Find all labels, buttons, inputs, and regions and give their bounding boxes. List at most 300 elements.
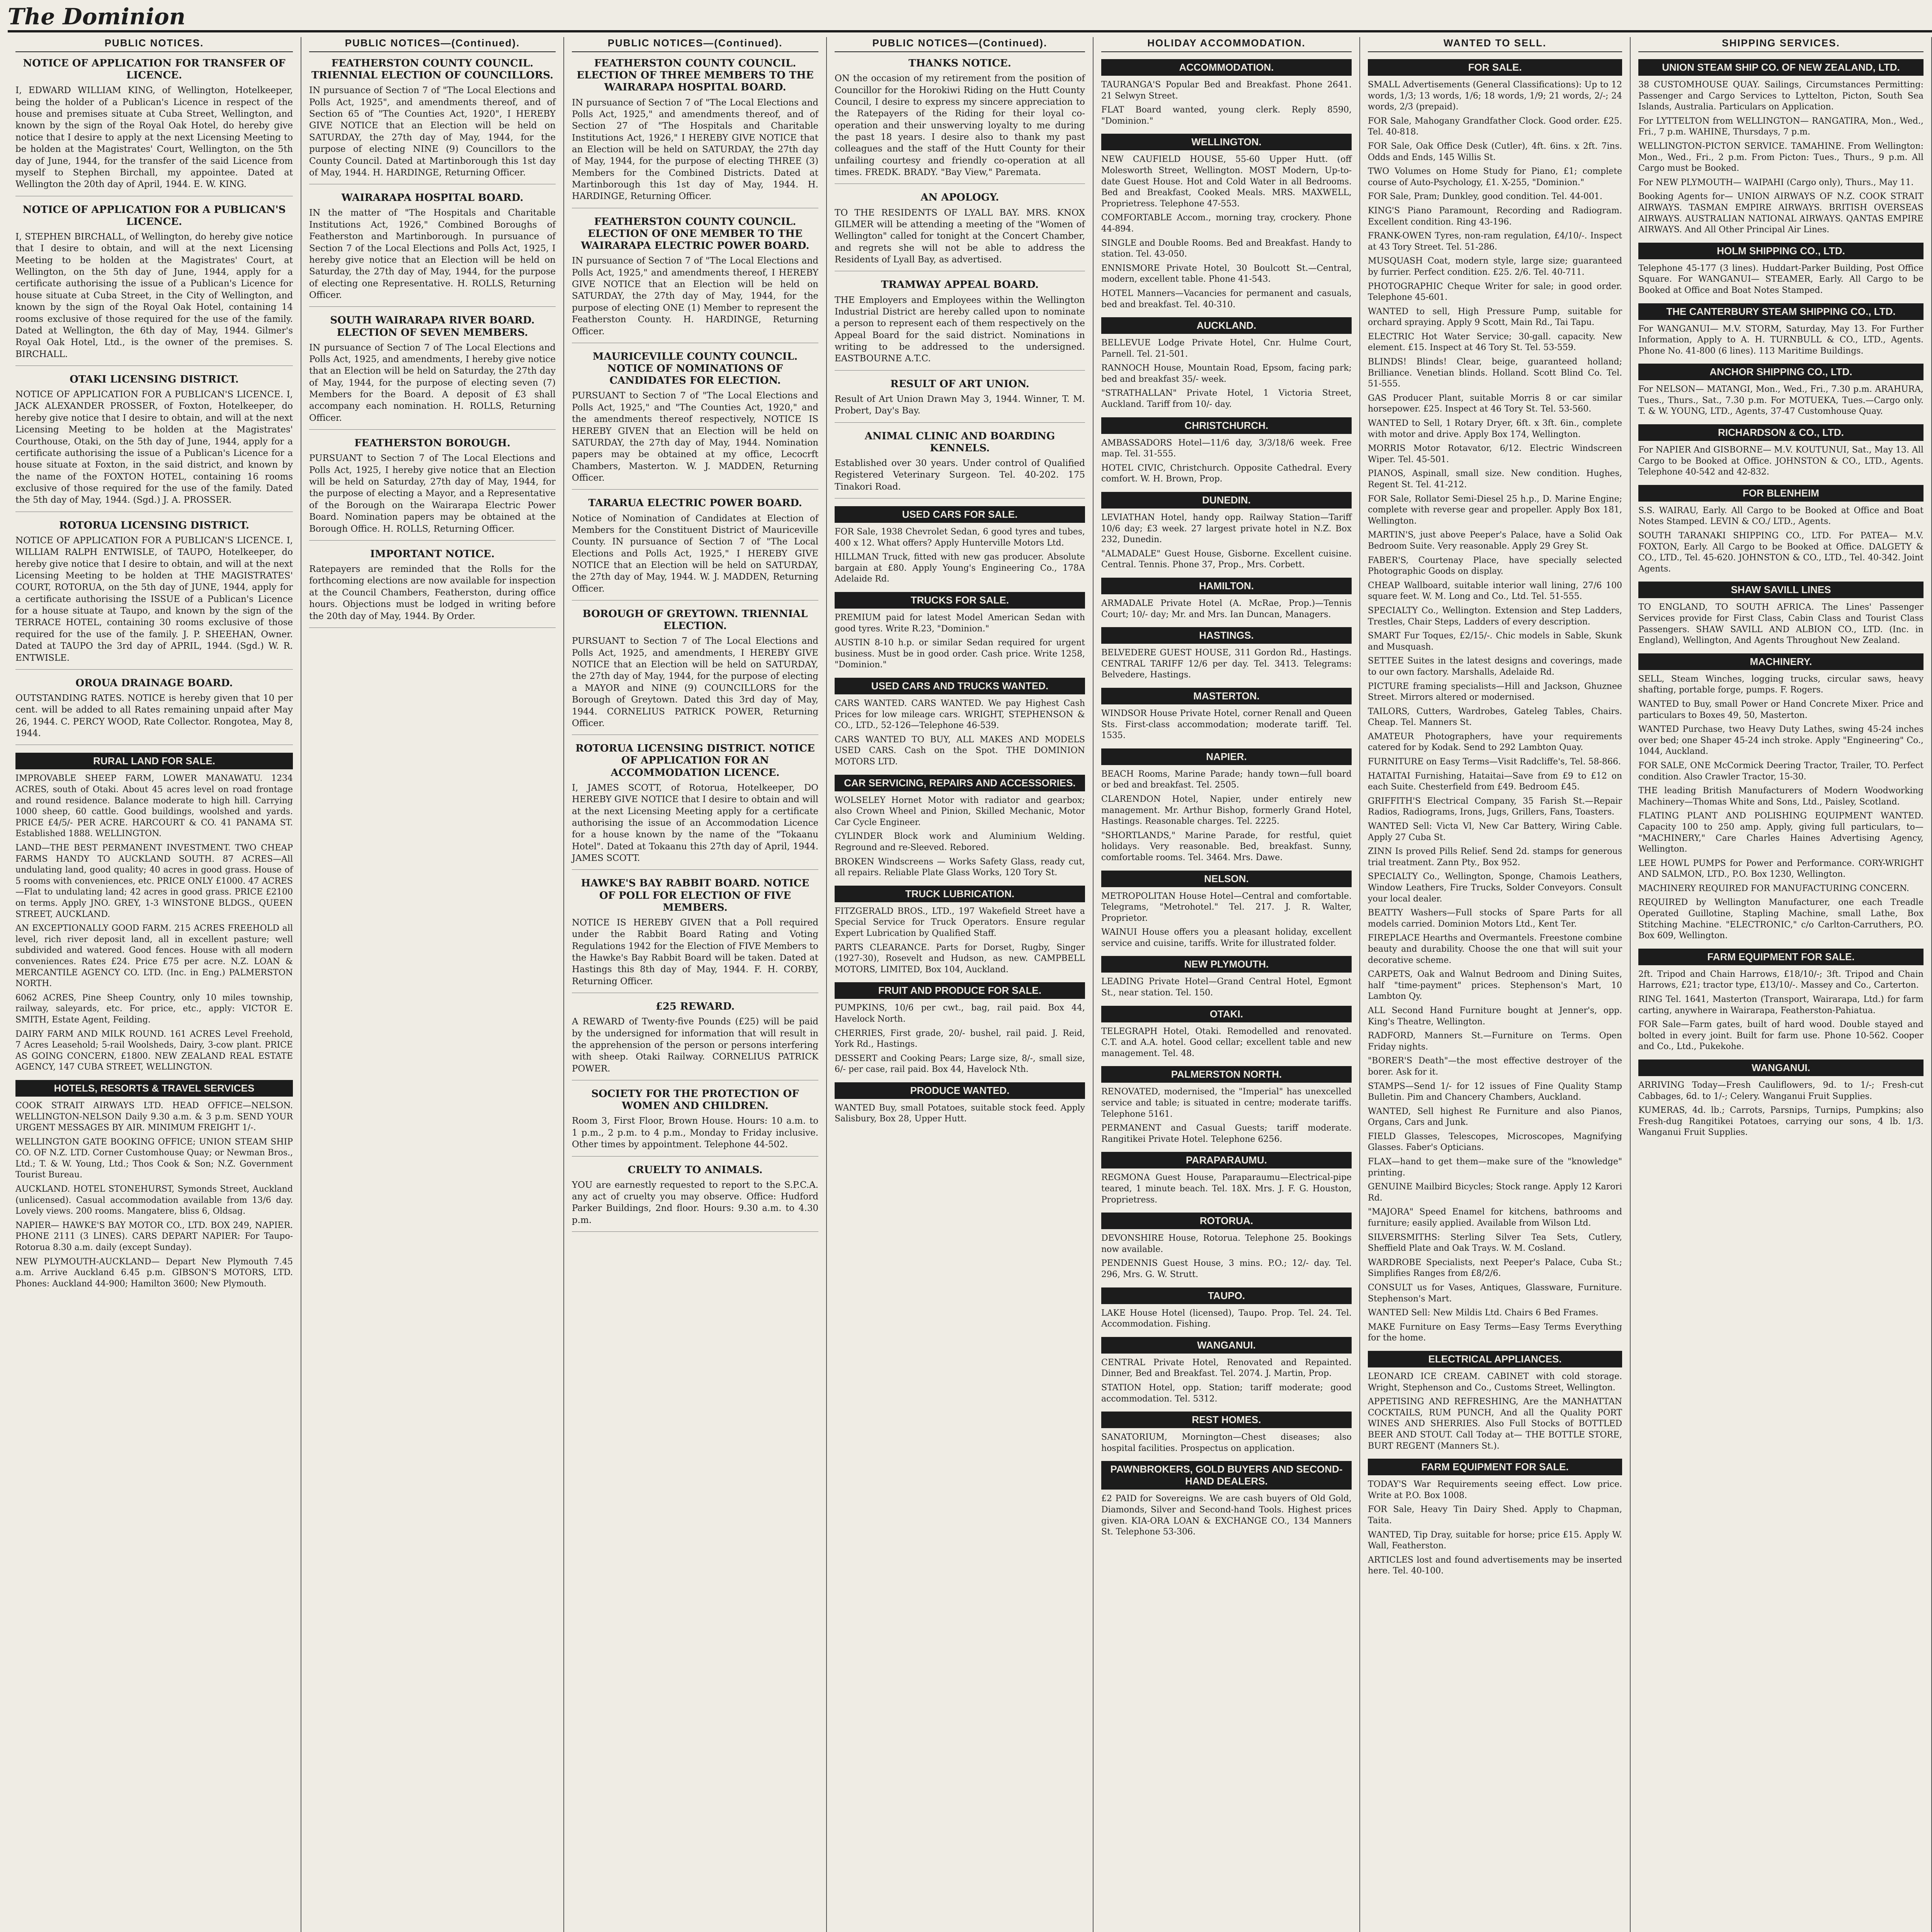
section-heading: PARAPARAUMU. [1101,1152,1352,1168]
newspaper-title: The Dominion [8,3,185,30]
classified-listing: ARRIVING Today—Fresh Cauliflowers, 9d. to 1/-; Fresh-cut Cabbages, 6d. to 1/-; Celery. Wanganui Fruit Supplies. [1638,1080,1923,1101]
notice-body: IN pursuance of Section 7 of The Local Elections and Polls Act, 1925, and amendments, I hereby give notice that an Election will be held on Saturday, the 27th day of May, 1944, for the purpose of electing seven (7) Members for the Board. A deposit of £3 shall accompany each nomination. H. ROLLS, Returning Officer. [309,342,556,423]
classified-listing: SETTEE Suites in the latest designs and coverings, made to our own factory. Marshalls, Adelaide Rd. [1368,656,1622,677]
classified-listing: CONSULT us for Vases, Antiques, Glassware, Furniture. Stephenson's Mart. [1368,1283,1622,1304]
classified-listing: WANTED Sell: Victa Vl, New Car Battery, Wiring Cable. Apply 27 Cuba St. [1368,821,1622,842]
notice-title: FEATHERSTON COUNTY COUNCIL. TRIENNIAL ELECTION OF COUNCILLORS. [311,58,554,82]
classified-listing: PUMPKINS, 10/6 per cwt., bag, rail paid. Box 44, Havelock North. [835,1003,1085,1024]
section-heading: MASTERTON. [1101,688,1352,704]
classified-listing: BELLEVUE Lodge Private Hotel, Cnr. Hulme Court, Parnell. Tel. 21-501. [1101,338,1352,359]
classified-section [1101,1066,1352,1145]
public-notice [309,192,556,307]
public-notice [572,351,818,490]
notice-body: Established over 30 years. Under control of Qualified Registered Veterinary Surgeon. Tel. 40-202. 175 Tinakori Road. [835,458,1085,492]
classified-listing: AN EXCEPTIONALLY GOOD FARM. 215 ACRES FREEHOLD all level, rich river deposit land, all in excellent pasture; well subdivided and watered. Good fences. House with all modern conveniences. Rates £24. Price £75 per acre. N.Z. LOAN & MERCANTILE AGENCY CO. LTD. (Inc. in Eng.) PALMERSTON NORTH. [15,923,293,989]
classified-listing: LEVIATHAN Hotel, handy opp. Railway Station—Tariff 10/6 day; £3 week. 27 largest private hotel in N.Z. Box 232, Dunedin. [1101,513,1352,545]
classified-section [15,1080,293,1290]
column-header: PUBLIC NOTICES—(Continued). [835,37,1085,52]
section-heading: THE CANTERBURY STEAM SHIPPING CO., LTD. [1638,303,1923,320]
classified-listing: REQUIRED by Wellington Manufacturer, one each Treadle Operated Guillotine, Stapling Machine, small Lathe, Box Stitching Machine. "ELECTRONIC," c/o Carlton-Carruthers, P.O. Box 609, Wellington. [1638,898,1923,941]
classified-listing: FLAX—hand to get them—make sure of the "knowledge" printing. [1368,1157,1622,1178]
section-heading: RICHARDSON & CO., LTD. [1638,424,1923,441]
classified-listing: GENUINE Mailbird Bicycles; Stock range. Apply 12 Karori Rd. [1368,1182,1622,1203]
classified-section [1638,949,1923,1053]
classified-section [1101,1152,1352,1206]
classified-listing: S.S. WAIRAU, Early. All Cargo to be Booked at Office and Boat Notes Stamped. LEVIN & CO./ LTD., Agents. [1638,505,1923,527]
section-heading: ACCOMMODATION. [1101,59,1352,76]
classified-section [835,592,1085,671]
notice-title: AN APOLOGY. [920,192,999,204]
classified-listing: SELL, Steam Winches, logging trucks, circular saws, heavy shafting, portable forge, pumps. F. Rogers. [1638,674,1923,695]
public-notice [309,315,556,430]
classified-listing: DESSERT and Cooking Pears; Large size, 8/-, small size, 6/- per case, rail paid. Box 44, Havelock Nth. [835,1053,1085,1075]
section-heading: CHRISTCHURCH. [1101,417,1352,434]
public-notice [835,279,1085,370]
section-heading: TAUPO. [1101,1287,1352,1304]
section-heading: HAMILTON. [1101,578,1352,594]
column-header: PUBLIC NOTICES—(Continued). [309,37,556,52]
classified-section [1368,59,1622,1344]
notice-body: IN pursuance of Section 7 of "The Local Elections and Polls Act, 1925", and amendments thereof, and of Section 65 of "The Counties Act, 1920", I HEREBY GIVE NOTICE that an Election will be held on SATURDAY, the 27th day of May, 1944, for the purpose of electing NINE (9) Councillors to the County Council. Dated at Martinborough this 1st day of May, 1944. H. HARDINGE, Returning Officer. [309,85,556,178]
public-notice [572,1164,818,1232]
classified-listing: WANTED Purchase, two Heavy Duty Lathes, swing 45-24 inches over bed; one Shaper 45-24 inch stroke. Apply "Engineering" Co., 1044, Auckland. [1638,724,1923,757]
section-heading: REST HOMES. [1101,1412,1352,1428]
classified-section [1101,627,1352,681]
section-heading: NAPIER. [1101,748,1352,765]
public-notice [15,520,293,670]
classified-listing: FOR Sale—Farm gates, built of hard wood. Double stayed and bolted in every joint. Built for farm use. Phone 10-562. Cooper and Co., Ltd., Pukekohe. [1638,1020,1923,1052]
section-heading: ELECTRICAL APPLIANCES. [1368,1351,1622,1367]
classified-listing: £2 PAID for Sovereigns. We are cash buyers of Old Gold, Diamonds, Silver and Second-hand Tools. Highest prices given. KIA-ORA LOAN & EXCHANGE CO., 134 Manners St. Telephone 53-306. [1101,1494,1352,1537]
classified-listing: CARS WANTED. CARS WANTED. We pay Highest Cash Prices for low mileage cars. WRIGHT, STEPHENSON & CO., LTD., 52-126—Telephone 46-539. [835,699,1085,731]
notice-title: BOROUGH OF GREYTOWN. TRIENNIAL ELECTION. [582,608,808,632]
classified-listing: FOR Sale, Oak Office Desk (Cutler), 4ft. 6ins. x 2ft. 7ins. Odds and Ends, 145 Willis St. [1368,141,1622,162]
classified-listing: WOLSELEY Hornet Motor with radiator and gearbox; also Crown Wheel and Pinion, Skilled Mechanic, Motor Car Cycle Engineer. [835,795,1085,827]
classified-listing: CLARENDON Hotel, Napier, under entirely new management. Mr. Arthur Bishop, formerly Grand Hotel, Hastings. Reasonable charges. Tel. 2225. [1101,794,1352,827]
classified-listing: BELVEDERE GUEST HOUSE, 311 Gordon Rd., Hastings. CENTRAL TARIFF 12/6 per day. Tel. 3413. Telegrams: Belvedere, Hastings. [1101,648,1352,680]
classified-listing: TELEGRAPH Hotel, Otaki. Remodelled and renovated. C.T. and A.A. hotel. Good cellar; excellent table and new management. Tel. 48. [1101,1026,1352,1058]
classified-listing: PERMANENT and Casual Guests; tariff moderate. Rangitikei Private Hotel. Telephone 6256. [1101,1123,1352,1144]
column-header: PUBLIC NOTICES. [15,37,293,52]
classified-section [1101,134,1352,310]
notice-title: OROUA DRAINAGE BOARD. [75,677,233,689]
classified-listing: AUSTIN 8-10 h.p. or similar Sedan required for urgent business. Must be in good order. Cash price. Write 1258, "Dominion." [835,638,1085,670]
classified-section [835,775,1085,879]
classified-section [1101,1412,1352,1454]
public-notice [572,743,818,870]
notice-title: IMPORTANT NOTICE. [370,548,495,560]
classified-section [1638,653,1923,942]
section-heading: TRUCKS FOR SALE. [835,592,1085,609]
classified-listing: KUMERAS, 4d. lb.; Carrots, Parsnips, Turnips, Pumpkins; also Fresh-dug Rangitikei Potatoes, carrying our sons, 4 lb. 1/3. Wanganui Fruit Supplies. [1638,1105,1923,1138]
section-heading: OTAKI. [1101,1006,1352,1022]
classified-listing: HATAITAI Furnishing, Hataitai—Save from £9 to £12 on each Suite. Chesterfield from £49. Bedroom £45. [1368,771,1622,792]
classified-listing: Booking Agents for— UNION AIRWAYS OF N.Z. COOK STRAIT AIRWAYS. TASMAN EMPIRE AIRWAYS. BRITISH OVERSEAS AIRWAYS. AUSTRALIAN NATIONAL AIRWAYS. QANTAS EMPIRE AIRWAYS. And All Other Principal Air Lines. [1638,192,1923,235]
notice-title: ROTORUA LICENSING DISTRICT. NOTICE OF APPLICATION FOR AN ACCOMMODATION LICENCE. [575,743,815,779]
classified-listing: BLINDS! Blinds! Clear, beige, guaranteed holland; Brilliance. Venetian blinds. Holland. Scott Blind Co. Tel. 51-555. [1368,357,1622,389]
classified-section [1101,871,1352,949]
classified-listing: WANTED, Tip Dray, suitable for horse; price £15. Apply W. Wall, Featherston. [1368,1530,1622,1551]
notice-title: ANIMAL CLINIC AND BOARDING KENNELS. [864,430,1055,454]
classified-listing: CHEAP Wallboard, suitable interior wall lining, 27/6 100 square feet. W. M. Long and Co., Ltd. Tel. 51-555. [1368,580,1622,602]
classified-listing: TO ENGLAND, TO SOUTH AFRICA. The Lines' Passenger Services provide for First Class, Cabin Class and Tourist Class Passengers. SHAW SAVILL AND ALBION CO., LTD. (Inc. in England), Wellington, And Agents Throughout New Zealand. [1638,602,1923,646]
public-notice [15,677,293,745]
classified-listing: RANNOCH House, Mountain Road, Epsom, facing park; bed and breakfast 35/- week. [1101,363,1352,384]
notice-title: THANKS NOTICE. [908,58,1011,69]
classified-listing: WANTED to sell, High Pressure Pump, suitable for orchard spraying. Apply 9 Scott, Main Rd., Tai Tapu. [1368,306,1622,328]
classified-section [1101,492,1352,571]
classified-section [1101,578,1352,620]
classified-listing: WARDROBE Specialists, next Peeper's Palace, Cuba St.; Simplifies Ranges from £8/2/6. [1368,1257,1622,1279]
notice-body: Notice of Nomination of Candidates at Election of Members for the Constituent District of Mauriceville County. IN pursuance of Section 7 of "The Local Elections and Polls Act, 1925," I HEREBY GIVE NOTICE that an Election will be held on SATURDAY, the 27th day of May, 1944. W. J. MADDEN, Returning Officer. [572,513,818,594]
classified-listing: THE leading British Manufacturers of Modern Woodworking Machinery—Thomas White and Sons, Ltd., Paisley, Scotland. [1638,786,1923,807]
notice-title: OTAKI LICENSING DISTRICT. [70,373,239,385]
classified-listing: FABER'S, Courtenay Place, have specially selected Photographic Goods on display. [1368,555,1622,577]
public-notice [572,497,818,600]
classified-listing: SINGLE and Double Rooms. Bed and Breakfast. Handy to station. Tel. 43-050. [1101,238,1352,259]
notice-title: ROTORUA LICENSING DISTRICT. [59,519,249,531]
section-heading: DUNEDIN. [1101,492,1352,509]
classified-listing: HOTEL Manners—Vacancies for permanent and casuals, bed and breakfast. Tel. 40-310. [1101,288,1352,310]
classified-listing: CARS WANTED TO BUY, ALL MAKES AND MODELS USED CARS. Cash on the Spot. THE DOMINION MOTORS LTD. [835,735,1085,767]
public-notice [572,878,818,993]
classified-listing: FOR Sale, Rollator Semi-Diesel 25 h.p., D. Marine Engine; complete with reverse gear and propeller. Apply Box 181, Wellington. [1368,494,1622,526]
notice-body: Room 3, First Floor, Brown House. Hours: 10 a.m. to 1 p.m., 2 p.m. to 4 p.m., Monday to Friday inclusive. Other times by appointment. Telephone 44-502. [572,1116,818,1150]
classified-listing: Telephone 45-177 (3 lines). Huddart-Parker Building, Post Office Square. For WANGANUI— STEAMER, Early. All Cargo to be Booked at Office and Boat Notes Stamped. [1638,263,1923,295]
classified-listing: LAKE House Hotel (licensed), Taupo. Prop. Tel. 24. Tel. Accommodation. Fishing. [1101,1308,1352,1329]
classified-listing: LEONARD ICE CREAM. CABINET with cold storage. Wright, Stephenson and Co., Customs Street, Wellington. [1368,1371,1622,1393]
classified-section [1368,1459,1622,1577]
classified-listing: DAIRY FARM AND MILK ROUND. 161 ACRES Level Freehold, 7 Acres Leasehold; 5-rail Woolsheds, Dairy, 3-cow plant. PRICE AS GOING CONCERN, £1800. NEW ZEALAND REAL ESTATE AGENCY, 147 CUBA STREET, WELLINGTON. [15,1029,293,1072]
section-heading: PALMERSTON NORTH. [1101,1066,1352,1083]
notice-body: I, STEPHEN BIRCHALL, of Wellington, do hereby give notice that I desire to obtain, and will at the next Licensing Meeting to be holden at the Magistrates' Court, at Wellington, on the 5th day of June, 1944, apply for a certificate authorising the issue of a Publican's Licence for house situate at Cuba Street, in the City of Wellington, and known by the sign of the Royal Oak Hotel, containing 14 rooms exclusive of those required for the use of the family. Dated at Wellington, the 6th day of May, 1944. Gilmer's Royal Oak Hotel, Ltd., is the owner of the premises. S. BIRCHALL. [15,231,293,359]
notice-title: £25 REWARD. [655,1001,735,1013]
classified-listing: PHOTOGRAPHIC Cheque Writer for sale; in good order. Telephone 45-601. [1368,281,1622,303]
classified-section [1101,1213,1352,1280]
notice-body: YOU are earnestly requested to report to the S.P.C.A. any act of cruelty you may observe. Office: Hudford Parker Buildings, 2nd floor. Hours: 9.30 a.m. to 4.30 p.m. [572,1180,818,1225]
notice-body: OUTSTANDING RATES. NOTICE is hereby given that 10 per cent. will be added to all Rates remaining unpaid after May 26, 1944. C. PERCY WOOD, Rate Collector. Rongotea, May 8, 1944. [15,693,293,739]
notice-body: PURSUANT to Section 7 of The Local Elections and Polls Act, 1925, and amendments, I HEREBY GIVE NOTICE that an Election will be held on SATURDAY, the 27th day of May, 1944, for the purpose of electing a MAYOR and NINE (9) COUNCILLORS for the Borough of Greytown. Dated this 3rd day of May, 1944. CORNELIUS PATRICK POWER, Returning Officer. [572,636,818,728]
notice-body: PURSUANT to Section 7 of The Local Elections and Polls Act, 1925, I hereby give notice that an Election will be held on Saturday, 27th day of May, 1944, for the purpose of electing a Mayor, and a Representative of the Borough on the Wairarapa Electric Power Board. Nomination papers may be obtained at the Borough Office. H. ROLLS, Returning Officer. [309,453,556,534]
classified-listing: LAND—THE BEST PERMANENT INVESTMENT. TWO CHEAP FARMS HANDY TO AUCKLAND SOUTH. 87 ACRES—All undulating land, good quality; 40 acres in good grass. House of 5 rooms with conveniences, etc. PRICE ONLY £1000. 47 ACRES—Flat to undulating land; 42 acres in good grass. PRICE £2100 on terms. Apply JNO. GREY, 1-3 WINSTONE BLDGS., QUEEN STREET, AUCKLAND. [15,843,293,919]
section-heading: RURAL LAND FOR SALE. [15,753,293,769]
classified-section [1101,688,1352,742]
notice-title: FEATHERSTON COUNTY COUNCIL. ELECTION OF THREE MEMBERS TO THE WAIRARAPA HOSPITAL BOARD. [577,58,814,94]
classified-listing: STATION Hotel, opp. Station; tariff moderate; good accommodation. Tel. 5312. [1101,1383,1352,1404]
classified-listing: CENTRAL Private Hotel, Renovated and Repainted. Dinner, Bed and Breakfast. Tel. 2074. J. Martin, Prop. [1101,1357,1352,1379]
column-header: PUBLIC NOTICES—(Continued). [572,37,818,52]
classified-listing: WANTED to Sell, 1 Rotary Dryer, 6ft. x 3ft. 6in., complete with motor and drive. Apply Box 174, Wellington. [1368,418,1622,439]
classified-listing: CYLINDER Block work and Aluminium Welding. Reground and re-Sleeved. Rebored. [835,832,1085,852]
notice-title: MAURICEVILLE COUNTY COUNCIL. NOTICE OF NOMINATIONS OF CANDIDATES FOR ELECTION. [592,350,798,387]
section-heading: UNION STEAM SHIP CO. OF NEW ZEALAND, LTD. [1638,59,1923,76]
public-notice [309,58,556,184]
section-heading: WANGANUI. [1101,1337,1352,1354]
classified-listing: ALL Second Hand Furniture bought at Jenner's, opp. King's Theatre, Wellington. [1368,1005,1622,1027]
classified-listing: NEW CAUFIELD HOUSE, 55-60 Upper Hutt. (off Molesworth Street, Wellington. MOST Modern, Up-to-date Guest House. Hot and Cold Water in all Bedrooms. Bed and Breakfast, Cooked Meals. MRS. MAXWELL, Proprietress. Telephone 47-553. [1101,155,1352,209]
masthead [8,3,1932,32]
public-notice [15,374,293,512]
section-heading: ROTORUA. [1101,1213,1352,1229]
section-heading: FOR SALE. [1368,59,1622,76]
notice-title: TARARUA ELECTRIC POWER BOARD. [588,497,802,509]
notice-body: IN pursuance of Section 7 of "The Local Elections and Polls Act, 1925," and amendments thereof, and of Section 27 of "The Hospitals and Charitable Institutions Act, 1926," I HEREBY GIVE NOTICE that an Election will be held on SATURDAY, the 27th day of May, 1944, for the purpose of electing THREE (3) Members for the Combined Districts. Dated at Martinborough this 1st day of May, 1944. H. HARDINGE, Returning Officer. [572,97,818,202]
classified-listing: SMALL Advertisements (General Classifications): Up to 12 words, 1/3; 13 words, 1/6; 18 words, 1/9; 21 words, 2/-; 24 words, 2/3 (prepaid). [1368,80,1622,112]
classified-section [1638,243,1923,296]
section-heading: ANCHOR SHIPPING CO., LTD. [1638,364,1923,380]
public-notice [572,58,818,208]
column-header: SHIPPING SERVICES. [1638,37,1923,52]
public-notice [835,58,1085,184]
notice-body: THE Employers and Employees within the Wellington Industrial District are hereby called upon to nominate a person to represent each of them respectively on the Appeal Board for the said district. Nominations in writing to be addressed to the undersigned. EASTBOURNE A.T.C. [835,295,1085,364]
classified-section [1101,417,1352,485]
classified-listing: COMFORTABLE Accom., morning tray, crockery. Phone 44-894. [1101,213,1352,234]
classified-listing: SILVERSMITHS: Sterling Silver Tea Sets, Cutlery, Sheffield Plate and Oak Trays. W. M. Cosland. [1368,1232,1622,1253]
section-heading: AUCKLAND. [1101,317,1352,334]
notice-body: NOTICE OF APPLICATION FOR A PUBLICAN'S LICENCE. I, JACK ALEXANDER PROSSER, of Foxton, Hotelkeeper, do hereby give notice that I desire to obtain, and will at the next Licensing Meeting to be holden at the Magistrates' Courthouse, Otaki, on the 5th day of June, 1944, apply for a certificate authorising the issue of a Publican's Licence for a house situate at Foxton, in the said district, and known by the name of the FOXTON HOTEL, containing 16 rooms exclusive of those required for the use of the family. Dated the 5th day of May, 1944. (Sgd.) J. A. PROSSER. [15,389,293,505]
notice-title: FEATHERSTON BOROUGH. [354,437,510,449]
notice-body: ON the occasion of my retirement from the position of Councillor for the Horokiwi Riding on the Hutt County Council, I desire to express my sincere appreciation to the Ratepayers of the Riding for their loyal co-operation and their unswerving loyalty to me during the past 18 years. I desire also to thank my past colleagues and the staff of the Hutt County for their unfailing courtesy and friendly co-operation at all times. FREDK. BRADY. "Bay View," Paremata. [835,73,1085,178]
classified-listing: FOR SALE, ONE McCormick Deering Tractor, Trailer, TO. Perfect condition. Also Crawler Tractor, 15-30. [1638,760,1923,782]
classified-listing: "MAJORA" Speed Enamel for kitchens, bathrooms and furniture; easily applied. Available from Wilson Ltd. [1368,1207,1622,1228]
classified-listing: NEW PLYMOUTH-AUCKLAND— Depart New Plymouth 7.45 a.m. Arrive Auckland 6.45 p.m. GIBSON'S MOTORS, LTD. Phones: Auckland 44-900; Hamilton 3600; New Plymouth. [15,1257,293,1289]
notice-body: NOTICE IS HEREBY GIVEN that a Poll required under the Rabbit Board Rating and Voting Regulations 1942 for the Election of FIVE Members to the Hawke's Bay Rabbit Board will be taken. Dated at Hastings this 8th day of May, 1944. F. H. CORBY, Returning Officer. [572,917,818,986]
notice-body: IN the matter of "The Hospitals and Charitable Institutions Act, 1926," Combined Boroughs of Featherston and Martinborough. In pursuance of Section 7 of the Local Elections and Polls Act, 1925, I hereby give notice that an Election will be held on Saturday, the 27th day of May, 1944, for the purpose of electing one Representative. H. ROLLS, Returning Officer. [309,208,556,300]
classified-listing: MAKE Furniture on Easy Terms—Easy Terms Everything for the home. [1368,1322,1622,1343]
classified-listing: SMART Fur Toques, £2/15/-. Chic models in Sable, Skunk and Musquash. [1368,631,1622,652]
classified-listing: WANTED to Buy, small Power or Hand Concrete Mixer. Price and particulars to Boxes 49, 50, Masterton. [1638,699,1923,720]
public-notice [572,608,818,735]
public-notice [835,430,1085,498]
classified-listing: METROPOLITAN House Hotel—Central and comfortable. Telegrams, "Metrohotel." Tel. 217. J. R. Walter, Proprietor. [1101,891,1352,923]
classified-section [835,1082,1085,1125]
classified-listing: BROKEN Windscreens — Works Safety Glass, ready cut, all repairs. Reliable Plate Glass Works, 120 Tory St. [835,857,1085,878]
classified-section [835,506,1085,585]
notice-body: TO THE RESIDENTS OF LYALL BAY. MRS. KNOX GILMER will be attending a meeting of the "Women of Wellington" called for tonight at the Concert Chamber, and regrets she will not be able to address the Residents of Lyall Bay, as advertised. [835,207,1085,265]
classified-listing: WAINUI House offers you a pleasant holiday, excellent service and cuisine, tariffs. Write for illustrated folder. [1101,927,1352,948]
notice-title: CRUELTY TO ANIMALS. [628,1164,763,1176]
classified-listing: For LYTTELTON from WELLINGTON— RANGATIRA, Mon., Wed., Fri., 7 p.m. WAHINE, Thursdays, 7 p.m. [1638,116,1923,137]
classified-section [1101,1006,1352,1060]
classified-listing: CHERRIES, First grade, 20/- bushel, rail paid. J. Reid, York Rd., Hastings. [835,1028,1085,1049]
classified-section [835,678,1085,768]
classified-listing: TAILORS, Cutters, Wardrobes, Gateleg Tables, Chairs. Cheap. Tel. Manners St. [1368,706,1622,728]
classified-listing: FLAT Board wanted, young clerk. Reply 8590, "Dominion." [1101,105,1352,126]
classified-listing: PREMIUM paid for latest Model American Sedan with good tyres. Write R.23, "Dominion." [835,613,1085,634]
section-heading: FARM EQUIPMENT FOR SALE. [1638,949,1923,965]
classified-listing: SPECIALTY Co., Wellington, Sponge, Chamois Leathers, Window Leathers, Fire Trucks, Solder Conveyors. Consult your local dealer. [1368,872,1622,904]
classified-section [1101,59,1352,127]
classified-listing: WANTED Buy, small Potatoes, suitable stock feed. Apply Salisbury, Box 28, Upper Hutt. [835,1103,1085,1124]
classified-listing: FRANK-OWEN Tyres, non-ram regulation, £4/10/-. Inspect at 43 Tory Street. Tel. 51-286. [1368,231,1622,252]
classified-listing: ELECTRIC Hot Water Service; 30-gall. capacity. New element. £15. Inspect at 46 Tory St. Tel. 53-559. [1368,332,1622,353]
notice-body: I, EDWARD WILLIAM KING, of Wellington, Hotelkeeper, being the holder of a Publican's Licence in respect of the house and premises situate at Cuba Street, Wellington, and known by the sign of the Royal Oak Hotel, do hereby give notice that I desire to apply at the next Licensing Meeting to be holden at the Magistrates' Court, Wellington, on the 5th day of June, 1944, for the transfer of the said Licence from myself to Stephen Birchall, my appointee. Dated at Wellington the 20th day of April, 1944. E. W. KING. [15,85,293,190]
section-heading: USED CARS FOR SALE. [835,506,1085,523]
classified-listing: AMBASSADORS Hotel—11/6 day, 3/3/18/6 week. Free map. Tel. 31-555. [1101,438,1352,459]
section-heading: WELLINGTON. [1101,134,1352,150]
classified-section [1638,582,1923,646]
section-heading: CAR SERVICING, REPAIRS AND ACCESSORIES. [835,775,1085,791]
classified-section [1638,364,1923,417]
notice-body: Result of Art Union Drawn May 3, 1944. Winner, T. M. Probert, Day's Bay. [835,394,1085,416]
classified-listing: MORRIS Motor Rotavator, 6/12. Electric Windscreen Wiper. Tel. 45-501. [1368,444,1622,464]
classified-section [1101,1337,1352,1405]
classified-section [1368,1351,1622,1452]
classified-section [1101,956,1352,998]
section-heading: TRUCK LUBRICATION. [835,886,1085,902]
classified-listing: BEATTY Washers—Full stocks of Spare Parts for all models carried. Dominion Motors Ltd., Kent Ter. [1368,908,1622,929]
classified-listing: PENDENNIS Guest House, 3 mins. P.O.; 12/- day. Tel. 296, Mrs. G. W. Strutt. [1101,1259,1352,1279]
classified-listing: PICTURE framing specialists—Hill and Jackson, Ghuznee Street. Mirrors altered or modernised. [1368,681,1622,702]
classified-listing: "STRATHALLAN" Private Hotel, 1 Victoria Street, Auckland. Tariff from 10/- day. [1101,388,1352,410]
classified-section [1638,1060,1923,1138]
classified-listing: BEACH Rooms, Marine Parade; handy town—full board or bed and breakfast. Tel. 2505. [1101,769,1352,790]
classified-listing: ARMADALE Private Hotel (A. McRae, Prop.)—Tennis Court; 10/- day; Mr. and Mrs. Ian Duncan, Managers. [1101,599,1352,619]
classified-listing: For WANGANUI— M.V. STORM, Saturday, May 13. For Further Information, Apply to A. H. TURNBULL & CO., LTD., Agents. Phone No. 41-800 (6 lines). 113 Maritime Buildings. [1638,324,1923,356]
section-heading: PAWNBROKERS, GOLD BUYERS AND SECOND-HAND DEALERS. [1101,1461,1352,1490]
classified-section [15,753,293,1073]
public-notice [835,192,1085,271]
classified-listing: TAURANGA'S Popular Bed and Breakfast. Phone 2641. 21 Selwyn Street. [1101,80,1352,101]
classified-listing: FITZGERALD BROS., LTD., 197 Wakefield Street have a Special Service for Truck Operators. Ensure regular Expert Lubrication by Qualified Staff. [835,906,1085,938]
public-notice [15,58,293,196]
classified-section [1638,424,1923,478]
section-heading: FRUIT AND PRODUCE FOR SALE. [835,982,1085,999]
classified-listing: ZINN Is proved Pills Relief. Send 2d. stamps for generous trial treatment. Zann Pty., Box 952. [1368,847,1622,867]
classified-listing: SPECIALTY Co., Wellington. Extension and Step Ladders, Trestles, Chair Steps, Ladders of every description. [1368,605,1622,627]
classified-listing: HILLMAN Truck, fitted with new gas producer. Absolute bargain at £80. Apply Young's Engineering Co., 178A Adelaide Rd. [835,552,1085,584]
classified-listing: RADFORD, Manners St.—Furniture on Terms. Open Friday nights. [1368,1031,1622,1052]
notice-title: WAIRARAPA HOSPITAL BOARD. [341,192,524,204]
classified-listing: WINDSOR House Private Hotel, corner Renall and Queen Sts. First-class accommodation; moderate tariff. Tel. 1535. [1101,708,1352,741]
classified-listing: PIANOS, Aspinall, small size. New condition. Hughes, Regent St. Tel. 41-212. [1368,469,1622,490]
classified-listing: AUCKLAND. HOTEL STONEHURST, Symonds Street, Auckland (unlicensed). Casual accommodation available from 13/6 day. Lovely views. 200 rooms. Mangatere, bliss 6, Oldsag. [15,1184,293,1216]
classified-listing: MACHINERY REQUIRED FOR MANUFACTURING CONCERN. [1638,883,1909,893]
notice-title: NOTICE OF APPLICATION FOR TRANSFER OF LICENCE. [23,58,286,82]
classified-listing: ENNISMORE Private Hotel, 30 Boulcott St.—Central, modern, excellent table. Phone 41-543. [1101,263,1352,284]
classified-listing: NAPIER— HAWKE'S BAY MOTOR CO., LTD. BOX 249, NAPIER. PHONE 2111 (3 LINES). CARS DEPART NAPIER: For Taupo-Rotorua 8.30 a.m. daily (except Sunday). [15,1220,293,1253]
classified-listing: TODAY'S War Requirements seeing effect. Low price. Write at P.O. Box 1008. [1368,1480,1622,1500]
classified-listing: WELLINGTON GATE BOOKING OFFICE; UNION STEAM SHIP CO. OF N.Z. LTD. Corner Customhouse Quay; or Newman Bros., Ltd.; T. & W. Young, Ltd.; Thos Cook & Son; N.Z. Government Tourist Bureau. [15,1137,293,1180]
notice-body: A REWARD of Twenty-five Pounds (£25) will be paid by the undersigned for information that will result in the apprehension of the person or persons interfering with sheep. Otaki Railway. CORNELIUS PATRICK POWER. [572,1017,818,1074]
public-notice [15,204,293,366]
notice-title: SOCIETY FOR THE PROTECTION OF WOMEN AND CHILDREN. [591,1088,799,1112]
notice-title: NOTICE OF APPLICATION FOR A PUBLICAN'S LICENCE. [22,204,286,228]
public-notice [572,1001,818,1080]
column-holiday-accommodation [1094,37,1360,1932]
classified-listing: MUSQUASH Coat, modern style, large size; guaranteed by furrier. Perfect condition. £25. 2/6. Tel. 40-711. [1368,256,1622,277]
classified-listing: IMPROVABLE SHEEP FARM, LOWER MANAWATU. 1234 ACRES, south of Otaki. About 45 acres level on road frontage and round residence. Balance moderate to high hill. Carrying 1000 sheep, 60 cattle. Good buildings, woolshed and yards. PRICE £4/5/- PER ACRE. HARCOURT & CO. 41 PANAMA ST. Established 1888. WELLINGTON. [15,774,293,839]
section-heading: MACHINERY. [1638,653,1923,670]
classified-listing: TWO Volumes on Home Study for Piano, £1; complete course of Auto-Psychology, £1. X-255, "Dominion." [1368,167,1622,187]
classified-section [1101,748,1352,864]
notice-title: HAWKE'S BAY RABBIT BOARD. NOTICE OF POLL FOR ELECTION OF FIVE MEMBERS. [581,878,810,913]
section-heading: USED CARS AND TRUCKS WANTED. [835,678,1085,694]
classified-listing: RING Tel. 1641, Masterton (Transport, Wairarapa, Ltd.) for farm carting, anywhere in Wairarapa, Featherston-Pahiatua. [1638,995,1923,1015]
classified-listing: FOR Sale, Mahogany Grandfather Clock. Good order. £25. Tel. 40-818. [1368,116,1622,137]
section-heading: PRODUCE WANTED. [835,1082,1085,1099]
classified-listing: REGMONA Guest House, Paraparaumu—Electrical-pipe teared, 1 minute beach. Tel. 18X. Mrs. J. F. G. Houston, Proprietress. [1101,1173,1352,1205]
column-public-notices-continued-2 [564,37,827,1932]
column-shipping-services [1631,37,1932,1932]
classified-listing: 2ft. Tripod and Chain Harrows, £18/10/-; 3ft. Tripod and Chain Harrows, £21; tractor type, £13/10/-. Massey and Co., Carterton. [1638,969,1923,990]
section-heading: NEW PLYMOUTH. [1101,956,1352,973]
classified-listing: CARPETS, Oak and Walnut Bedroom and Dining Suites, half "time-payment" prices. Stephenson's Mart, 10 Lambton Qy. [1368,969,1622,1002]
classified-listing: "ALMADALE" Guest House, Gisborne. Excellent cuisine. Central. Tennis. Phone 37, Prop., Mrs. Corbett. [1101,549,1352,570]
public-notice [572,216,818,343]
classified-listing: 6062 ACRES, Pine Sheep Country, only 10 miles township, railway, saleyards, etc. For price, etc., apply: VICTOR E. SMITH, Estate Agent, Feilding. [15,993,293,1025]
classified-listing: LEADING Private Hotel—Grand Central Hotel, Egmont St., near station. Tel. 150. [1101,977,1352,998]
notice-title: TRAMWAY APPEAL BOARD. [881,279,1039,291]
classified-listing: APPETISING AND REFRESHING, Are the MANHATTAN COCKTAILS, RUM PUNCH, And all the Quality PORT WINES AND SHERRIES. Also Full Stocks of BOTTLED BEER AND STOUT. Call Today at— THE BOTTLE STORE, BURT REGENT (Manners St.). [1368,1397,1622,1451]
classified-listing: FIREPLACE Hearths and Overmantels. Freestone combine beauty and durability. Choose the one that will suit your decorative scheme. [1368,933,1622,965]
classified-listing: FLATING PLANT AND POLISHING EQUIPMENT WANTED. Capacity 100 to 250 amp. Apply, giving full particulars, to— "MACHINERY," Care Charles Haines Advertising Agency, Wellington. [1638,811,1923,854]
column-header: WANTED TO SELL. [1368,37,1622,52]
section-heading: NELSON. [1101,871,1352,887]
column-public-notices-continued-1 [301,37,564,1932]
classified-section [835,982,1085,1075]
classified-listing: LEE HOWL PUMPS for Power and Performance. CORY-WRIGHT AND SALMON, LTD., P.O. Box 1230, Wellington. [1638,858,1923,879]
classified-listing: GAS Producer Plant, suitable Morris 8 or car similar horsepower. £25. Inspect at 46 Tory St. Tel. 53-560. [1368,393,1622,414]
classified-listing: For NEW PLYMOUTH— WAIPAHI (Cargo only), Thurs., May 11. [1638,177,1914,187]
section-heading: SHAW SAVILL LINES [1638,582,1923,598]
section-heading: HASTINGS. [1101,627,1352,644]
classified-listing: 38 CUSTOMHOUSE QUAY. Sailings, Circumstances Permitting: Passenger and Cargo Services to Lyttelton, Picton, South Sea Islands, Australia. Particulars on Application. [1638,80,1923,112]
classified-listing: For NELSON— MATANGI, Mon., Wed., Fri., 7.30 p.m. ARAHURA, Tues., Thurs., Sat., 7.30 p.m. For MOTUEKA, Tues.—Cargo only. T. & W. YOUNG, LTD., Agents, 37-47 Customhouse Quay. [1638,384,1923,417]
classified-listing: HOTEL CIVIC, Christchurch. Opposite Cathedral. Every comfort. W. H. Brown, Prop. [1101,463,1352,484]
classified-listing: FOR Sale, Pram; Dunkley, good condition. Tel. 44-001. [1368,192,1602,202]
classified-listing: PARTS CLEARANCE. Parts for Dorset, Rugby, Singer (1927-30), Rosevelt and Hudson, as new. CAMPBELL MOTORS, LIMITED, Box 104, Auckland. [835,942,1085,975]
notice-title: FEATHERSTON COUNTY COUNCIL. ELECTION OF ONE MEMBER TO THE WAIRARAPA ELECTRIC POWER BOARD. [581,216,810,252]
public-notice [572,1088,818,1156]
classified-listing: FIELD Glasses, Telescopes, Microscopes, Magnifying Glasses. Faber's Opticians. [1368,1131,1622,1153]
classified-listing: AMATEUR Photographers, have your requirements catered for by Kodak. Send to 292 Lambton Quay. [1368,731,1622,753]
section-heading: FARM EQUIPMENT FOR SALE. [1368,1459,1622,1475]
notice-title: RESULT OF ART UNION. [890,378,1029,390]
classified-section [1638,303,1923,357]
classified-listing: SANATORIUM, Mornington—Chest diseases; also hospital facilities. Prospectus on application. [1101,1432,1352,1453]
notice-body: PURSUANT to Section 7 of "The Local Elections and Polls Act, 1925," and "The Counties Act, 1920," and the amendments thereof respectively, NOTICE IS HEREBY GIVEN that an Election will be held on SATURDAY, the 27th day of May, 1944. Nomination papers may be obtained at my office, Lecocrft Chambers, Masterton. W. J. MADDEN, Returning Officer. [572,391,818,483]
classified-listing: STAMPS—Send 1/- for 12 issues of Fine Quality Stamp Bulletin. Pim and Chancery Chambers, Auckland. [1368,1081,1622,1102]
notice-body: IN pursuance of Section 7 of "The Local Elections and Polls Act, 1925," and amendments thereof, I HEREBY GIVE NOTICE that an Election will be held on SATURDAY, the 27th day of May, 1944, for the purpose of electing ONE (1) Member to represent the Featherston County. H. HARDINGE, Returning Officer. [572,256,818,337]
classified-listing: WANTED, Sell highest Re Furniture and also Pianos, Organs, Cars and Junk. [1368,1106,1622,1128]
classified-listing: MARTIN'S, just above Peeper's Palace, have a Solid Oak Bedroom Suite. Very reasonable. Apply 29 Grey St. [1368,530,1622,551]
public-notice [835,378,1085,423]
notice-title: SOUTH WAIRARAPA RIVER BOARD. ELECTION OF SEVEN MEMBERS. [330,315,535,338]
column-wanted-to-sell [1360,37,1631,1932]
classified-listing: KING'S Piano Paramount, Recording and Radiogram. Excellent condition. Ring 43-196. [1368,206,1622,227]
classified-listing: DEVONSHIRE House, Rotorua. Telephone 25. Bookings now available. [1101,1233,1352,1254]
column-header: HOLIDAY ACCOMMODATION. [1101,37,1352,52]
classified-section [1101,317,1352,410]
classified-listing: SOUTH TARANAKI SHIPPING CO., LTD. For PATEA— M.V. FOXTON, Early. All Cargo to be Booked at Office. DALGETY & CO., LTD., Tel. 45-620. JOHNSTON & CO., LTD., Tel. 40-342. Joint Agents. [1638,531,1923,574]
classified-listing: WANTED Sell: New Mildis Ltd. Chairs 6 Bed Frames. [1368,1308,1599,1318]
classified-section [1638,485,1923,575]
classified-listing: FOR Sale, 1938 Chevrolet Sedan, 6 good tyres and tubes, 400 x 12. What offers? Apply Hunterville Motors Ltd. [835,527,1085,548]
classified-listing: ARTICLES lost and found advertisements may be inserted here. Tel. 40-100. [1368,1555,1622,1576]
classified-listing: GRIFFITH'S Electrical Company, 35 Farish St.—Repair Radios, Radiograms, Irons, Jugs, Grillers, Fans, Toasters. [1368,796,1622,817]
classified-listing: WELLINGTON-PICTON SERVICE. TAMAHINE. From Wellington: Mon., Wed., Fri., 2 p.m. From Picton: Tues., Thurs., 9 p.m. All Cargo must be Booked. [1638,141,1923,173]
classified-listing: RENOVATED, modernised, the "Imperial" has unexcelled service and table; is situated in centre; moderate tariffs. Telephone 5161. [1101,1087,1352,1119]
classified-listing: COOK STRAIT AIRWAYS LTD. HEAD OFFICE—NELSON. WELLINGTON-NELSON Daily 9.30 a.m. & 3 p.m. SEND YOUR URGENT MESSAGES BY AIR. MINIMUM FREIGHT 1/-. [15,1100,293,1133]
classified-listing: FOR Sale, Heavy Tin Dairy Shed. Apply to Chapman, Taita. [1368,1505,1622,1526]
classified-section [835,886,1085,976]
classified-section [1101,1287,1352,1330]
classified-listing: "SHORTLANDS," Marine Parade, for restful, quiet holidays. Very reasonable. Bed, breakfast. Sunny, comfortable rooms. Tel. 3464. Mrs. Dawe. [1101,830,1352,862]
section-heading: HOLM SHIPPING CO., LTD. [1638,243,1923,259]
classified-listing: "BORER'S Death"—the most effective destroyer of the borer. Ask for it. [1368,1056,1622,1077]
notice-body: Ratepayers are reminded that the Rolls for the forthcoming elections are now available for inspection at the Council Chambers, Featherston, during office hours. Objections must be lodged in writing before the 20th day of May, 1944. By Order. [309,564,556,621]
